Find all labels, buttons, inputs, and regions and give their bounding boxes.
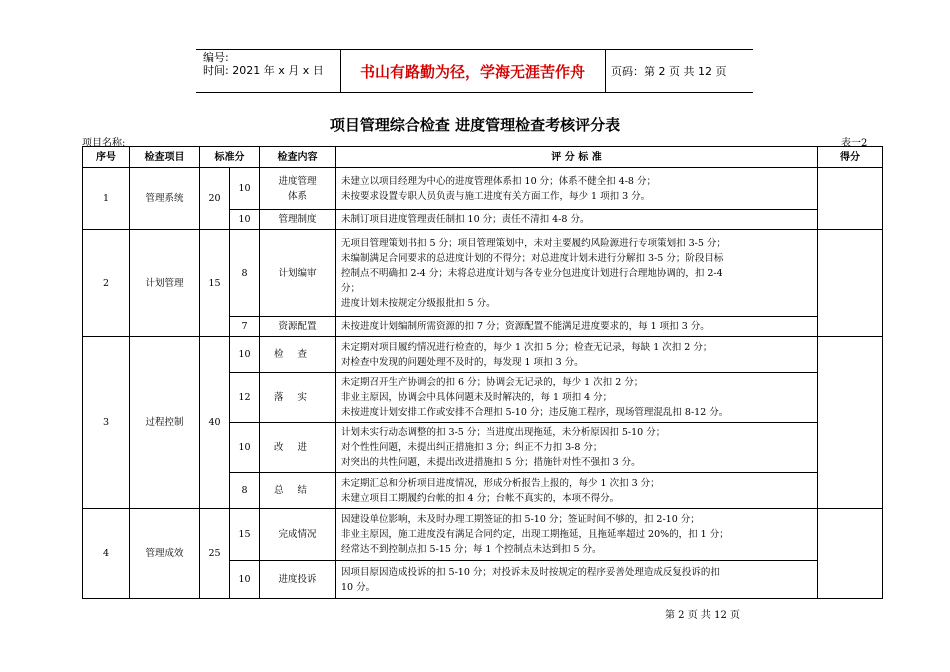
criteria-cell xyxy=(336,337,818,373)
criteria-line: 未定期对项目履约情况进行检查的，每少 1 次扣 5 分；检查无记录，每缺 1 次扣 2 分； xyxy=(341,341,713,353)
motto-banner: 书山有路勤为径，学海无涯苦作舟 xyxy=(359,62,585,81)
section-item: 管理成效 xyxy=(130,509,200,599)
check-content: 进度投诉 xyxy=(260,561,336,599)
section-score: 25 xyxy=(200,509,230,599)
table-row xyxy=(83,168,883,210)
sub-score: 7 xyxy=(230,317,260,337)
sub-score: 10 xyxy=(230,210,260,230)
criteria-line: 未定期召开生产协调会的扣 6 分；协调会无记录的，每少 1 次扣 2 分； xyxy=(341,377,644,388)
column-header-standard-score: 标准分 xyxy=(200,147,260,168)
criteria-cell xyxy=(336,373,818,423)
criteria-line: 对个性性问题，未提出纠正措施扣 3 分；纠正不力扣 3-8 分； xyxy=(341,442,603,453)
criteria-line: 未定期汇总和分析项目进度情况，形成分析报告上报的，每少 1 次扣 3 分； xyxy=(341,477,660,489)
sub-score: 10 xyxy=(230,337,260,373)
criteria-line: 因项目原因造成投诉的扣 5-10 分；对投诉未及时按规定的程序妥善处理造成反复投诉的扣 xyxy=(341,566,720,578)
criteria-line: 非业主原因，协调会中具体问题未及时解决的，每 1 项扣 4 分； xyxy=(341,392,613,403)
table-row xyxy=(83,509,883,561)
score-input-cell[interactable] xyxy=(818,509,883,599)
criteria-line: 分； xyxy=(341,282,361,294)
criteria-cell xyxy=(336,473,818,509)
check-content: 资源配置 xyxy=(260,317,336,337)
check-content: 管理制度 xyxy=(260,210,336,230)
criteria-cell xyxy=(336,168,818,210)
sub-score: 8 xyxy=(230,230,260,317)
document-number-label: 编号: xyxy=(203,51,229,64)
page-counter-label: 页码：第 2 页 共 12 页 xyxy=(611,65,727,78)
criteria-line: 因建设单位影响，未及时办理工期签证的扣 5-10 分；签证时间不够的，扣 2-10 分； xyxy=(341,514,700,525)
section-score: 40 xyxy=(200,337,230,509)
criteria-line: 未按进度计划安排工作或安排不合理扣 5-10 分；违反施工程序，现场管理混乱扣 8-12 分。 xyxy=(341,407,729,418)
score-input-cell[interactable] xyxy=(818,230,883,337)
criteria-cell xyxy=(336,317,818,337)
section-item: 过程控制 xyxy=(130,337,200,509)
criteria-line: 无项目管理策划书扣 5 分；项目管理策划中，未对主要履约风险源进行专项策划扣 3-5 分； xyxy=(341,237,726,249)
criteria-line: 经常达不到控制点扣 5-15 分；每 1 个控制点未达到扣 5 分。 xyxy=(341,544,602,555)
project-name-label: 项目名称: xyxy=(82,138,126,149)
sub-score: 10 xyxy=(230,423,260,473)
sub-score: 10 xyxy=(230,561,260,599)
section-number: 3 xyxy=(83,337,130,509)
criteria-line: 未按进度计划编制所需资源的扣 7 分；资源配置不能满足进度要求的，每 1 项扣 3 分。 xyxy=(341,321,710,332)
column-header-content: 检查内容 xyxy=(260,147,336,168)
criteria-cell xyxy=(336,423,818,473)
section-number: 4 xyxy=(83,509,130,599)
criteria-line: 未制订项目进度管理责任制扣 10 分；责任不清扣 4-8 分。 xyxy=(341,214,590,225)
page-footer: 第 2 页 共 12 页 xyxy=(665,610,740,621)
criteria-line: 未按要求设置专职人员负责与施工进度有关方面工作，每少 1 项扣 3 分。 xyxy=(341,190,651,202)
criteria-line: 对突出的共性问题，未提出改进措施扣 5 分；措施针对性不强扣 3 分。 xyxy=(341,457,641,468)
check-content: 落实 xyxy=(260,373,336,423)
section-item: 管理系统 xyxy=(130,168,200,230)
section-item: 计划管理 xyxy=(130,230,200,337)
check-content: 计划编审 xyxy=(260,230,336,317)
criteria-cell xyxy=(336,561,818,599)
table-header-row xyxy=(83,147,883,168)
criteria-cell xyxy=(336,230,818,317)
header-bottom-rule xyxy=(196,92,753,93)
table-row xyxy=(83,230,883,317)
header-divider-right xyxy=(605,49,606,93)
sub-score: 15 xyxy=(230,509,260,561)
check-content: 改进 xyxy=(260,423,336,473)
scoring-table xyxy=(82,146,883,599)
column-header-criteria: 评 分 标 准 xyxy=(336,147,818,168)
criteria-cell xyxy=(336,210,818,230)
criteria-line: 对检查中发现的问题处理不及时的，每发现 1 项扣 3 分。 xyxy=(341,356,584,368)
column-header-no: 序号 xyxy=(83,147,130,168)
criteria-line: 未编制满足合同要求的总进度计划的不得分；对总进度计划未进行分解扣 3-5 分；阶段目标 xyxy=(341,252,724,264)
check-content: 总结 xyxy=(260,473,336,509)
column-header-item: 检查项目 xyxy=(130,147,200,168)
criteria-line: 未建立以项目经理为中心的进度管理体系扣 10 分；体系不健全扣 4-8 分； xyxy=(341,175,656,187)
section-score: 15 xyxy=(200,230,230,337)
table-number-label: 表一2 xyxy=(841,138,868,149)
check-content: 检查 xyxy=(260,337,336,373)
criteria-line: 进度计划未按规定分级报批扣 5 分。 xyxy=(341,297,496,309)
section-number: 2 xyxy=(83,230,130,337)
criteria-cell xyxy=(336,509,818,561)
section-score: 20 xyxy=(200,168,230,230)
sub-score: 10 xyxy=(230,168,260,210)
criteria-line: 未建立项目工期履约台帐的扣 4 分；台帐不真实的，本项不得分。 xyxy=(341,492,620,504)
criteria-line: 10 分。 xyxy=(341,581,376,593)
column-header-score: 得分 xyxy=(818,147,883,168)
criteria-line: 计划未实行动态调整的扣 3-5 分；当进度出现拖延，未分析原因扣 5-10 分； xyxy=(341,427,666,438)
document-time-label: 时间: 2021 年 x 月 x 日 xyxy=(203,64,324,77)
section-number: 1 xyxy=(83,168,130,230)
page-title: 项目管理综合检查 进度管理检查考核评分表 xyxy=(329,116,621,134)
table-row xyxy=(83,337,883,373)
sub-score: 12 xyxy=(230,373,260,423)
check-content: 进度管理体系 xyxy=(260,168,336,210)
criteria-line: 控制点不明确扣 2-4 分；未将总进度计划与各专业分包进度计划进行合理地协调的，扣 2-4 xyxy=(341,267,723,279)
score-input-cell[interactable] xyxy=(818,337,883,509)
check-content: 完成情况 xyxy=(260,509,336,561)
score-input-cell[interactable] xyxy=(818,168,883,230)
criteria-line: 非业主原因，施工进度没有满足合同约定，出现工期拖延，且拖延率超过 20%的，扣 1 分； xyxy=(341,529,729,540)
sub-score: 8 xyxy=(230,473,260,509)
